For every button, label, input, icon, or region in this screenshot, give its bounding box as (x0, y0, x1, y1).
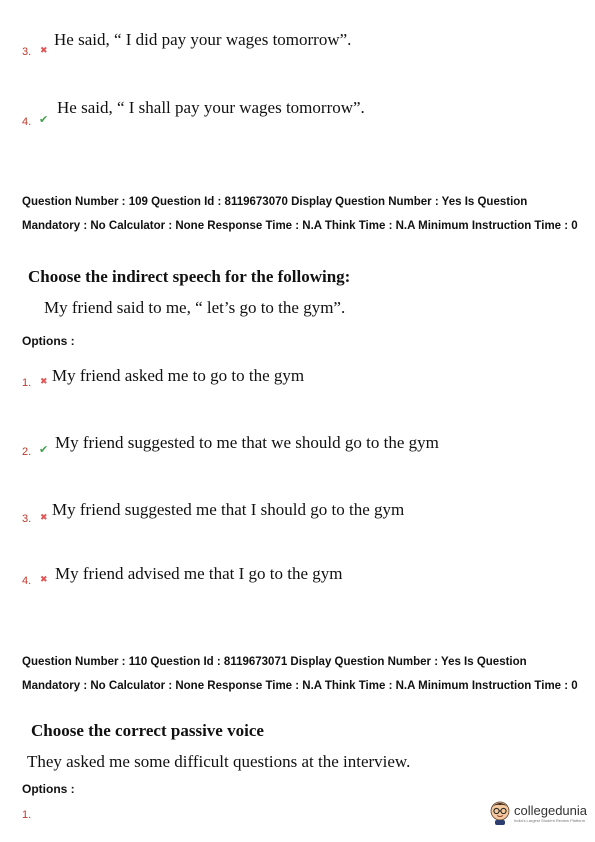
wrong-mark-icon: ✖ (40, 575, 48, 585)
check-mark-icon: ✔ (39, 113, 49, 126)
option-number: 4. (22, 575, 32, 587)
question-meta: Question Number : 109 Question Id : 8119673070 Display Question Number : Yes Is Question Mandatory : No Calculator : None Response Time : N.A Think Time : N.A Minimum Instruction Time : 0 (22, 196, 578, 232)
check-mark-icon: ✔ (39, 443, 49, 456)
question-sentence: My friend said to me, “ let’s go to the gym”. (44, 298, 346, 317)
option-text: He said, “ I shall pay your wages tomorrow”. (57, 98, 365, 117)
option-text: My friend advised me that I go to the gym (55, 564, 343, 583)
option-number: 1. (22, 809, 32, 821)
option-text: My friend suggested me that I should go to the gym (52, 500, 405, 519)
mascot-icon (489, 800, 511, 826)
option-text: He said, “ I did pay your wages tomorrow”. (54, 30, 352, 49)
option-number: 4. (22, 116, 32, 128)
wrong-mark-icon: ✖ (40, 513, 48, 523)
logo-text: collegedunia (514, 802, 588, 818)
question-instruction: Choose the correct passive voice (31, 721, 264, 740)
logo-tagline: India's Largest Student Review Platform (514, 817, 586, 823)
option-number: 2. (22, 446, 32, 458)
option-text: My friend suggested to me that we should go to the gym (55, 433, 439, 452)
question-meta: Question Number : 110 Question Id : 8119673071 Display Question Number : Yes Is Question Mandatory : No Calculator : None Response Time : N.A Think Time : N.A Minimum Instruction Time : 0 (22, 656, 578, 692)
collegedunia-logo (489, 800, 587, 826)
wrong-mark-icon: ✖ (40, 46, 48, 56)
options-label: Options : (22, 782, 75, 796)
options-label: Options : (22, 334, 75, 348)
wrong-mark-icon: ✖ (40, 377, 48, 387)
option-number: 3. (22, 46, 32, 58)
question-sentence: They asked me some difficult questions at the interview. (27, 752, 411, 771)
option-number: 3. (22, 513, 32, 525)
question-instruction: Choose the indirect speech for the following: (28, 267, 351, 286)
option-text: My friend asked me to go to the gym (52, 366, 305, 385)
option-number: 1. (22, 377, 32, 389)
